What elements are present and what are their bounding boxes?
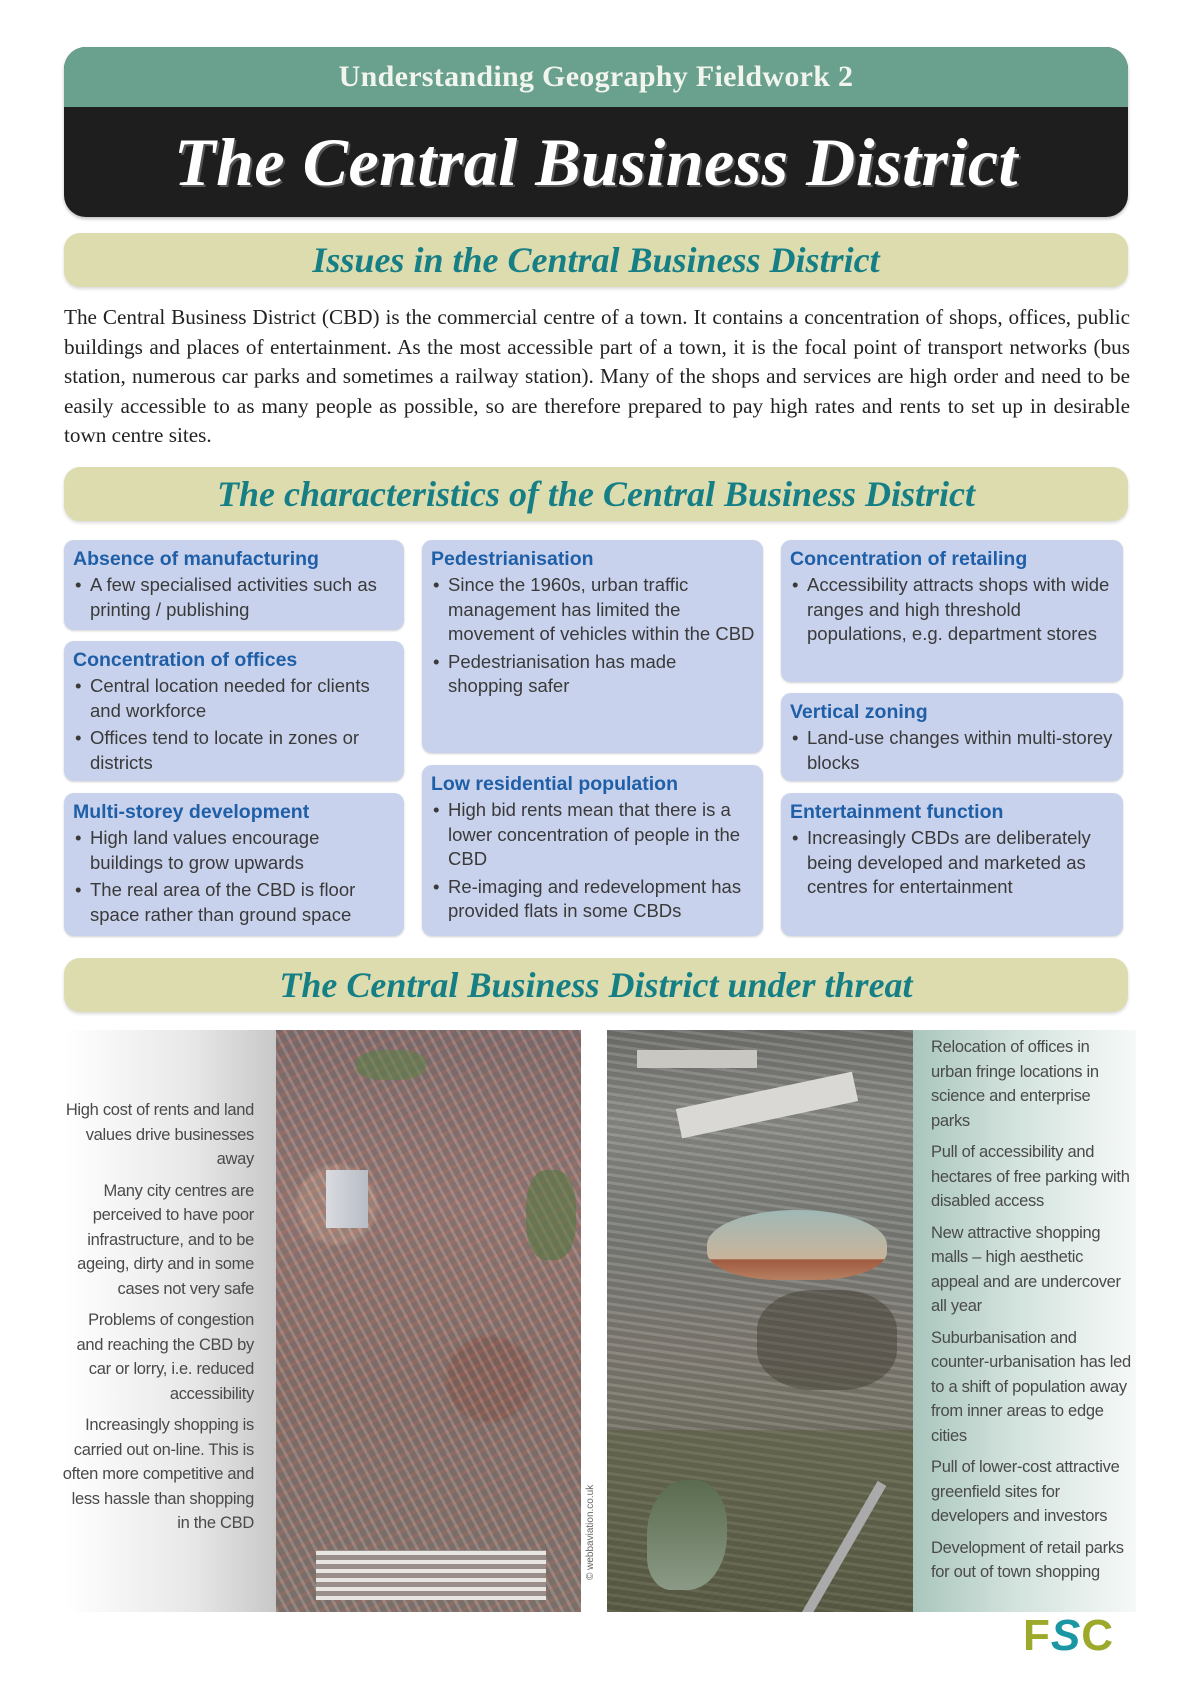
bullet-point: • Accessibility attracts shops with wide ranges and high threshold populations, e.g. department stores <box>790 573 1115 647</box>
bullet-point: • High bid rents mean that there is a lower concentration of people in the CBD <box>431 798 755 872</box>
card-low-residential-population <box>422 765 763 936</box>
bullet-point: • Re-imaging and redevelopment has provided flats in some CBDs <box>431 875 755 924</box>
bullet-point: • Increasingly CBDs are deliberately being developed and marketed as centres for entertainment <box>790 826 1115 900</box>
push-factor: High cost of rents and land values drive businesses away <box>65 1101 254 1168</box>
card-pedestrianisation <box>422 540 763 753</box>
section-title: The Central Business District under threat <box>279 965 913 1005</box>
photo-credit: © webbaviation.co.uk <box>585 1484 596 1580</box>
page-title: The Central Business District <box>174 123 1018 200</box>
card-heading: Entertainment function <box>790 801 1004 823</box>
card-points <box>431 798 755 924</box>
pull-factor: Relocation of offices in urban fringe locations in science and enterprise parks <box>931 1038 1099 1130</box>
bullet-point: • Since the 1960s, urban traffic management has limited the movement of vehicles within the CBD <box>431 573 755 647</box>
pull-factors-list <box>931 1035 1131 1592</box>
card-points <box>73 674 396 775</box>
card-points <box>790 726 1115 775</box>
section-title: The characteristics of the Central Business District <box>216 474 976 514</box>
card-heading: Vertical zoning <box>790 701 928 723</box>
series-title: Understanding Geography Fieldwork 2 <box>338 60 854 93</box>
section-title: Issues in the Central Business District <box>312 240 880 280</box>
bullet-point: • High land values encourage buildings to grow upwards <box>73 826 396 875</box>
bullet-point: • A few specialised activities such as printing / publishing <box>73 573 396 622</box>
bullet-point: • Offices tend to locate in zones or districts <box>73 726 396 775</box>
bus-station <box>316 1550 546 1600</box>
card-points <box>790 826 1115 900</box>
card-heading: Concentration of offices <box>73 649 298 671</box>
card-vertical-zoning <box>781 693 1123 781</box>
pull-factor: Development of retail parks for out of town shopping <box>931 1538 1124 1581</box>
push-factors-list <box>60 1098 254 1543</box>
section-heading-characteristics <box>64 467 1128 521</box>
bullet-point: • The real area of the CBD is floor space rather than ground space <box>73 878 396 927</box>
office-tower <box>326 1170 368 1228</box>
card-heading: Multi-storey development <box>73 801 310 823</box>
card-points <box>73 573 396 622</box>
card-heading: Low residential population <box>431 773 679 795</box>
aerial-photo-shopping-mall <box>607 1030 913 1612</box>
push-factor: Many city centres are perceived to have poor infrastructure, and to be ageing, dirty and in some cases not very safe <box>77 1181 254 1298</box>
aerial-photo-city-centre <box>276 1030 581 1612</box>
title-banner <box>64 47 1128 217</box>
card-multi-storey-development <box>64 793 404 936</box>
card-heading: Absence of manufacturing <box>73 548 319 570</box>
series-bar <box>64 47 1128 107</box>
card-absence-of-manufacturing <box>64 540 404 630</box>
card-entertainment-function <box>781 793 1123 936</box>
card-points <box>790 573 1115 647</box>
bullet-point: • Land-use changes within multi-storey blocks <box>790 726 1115 775</box>
card-concentration-of-offices <box>64 641 404 781</box>
section-heading-issues <box>64 233 1128 287</box>
card-concentration-of-retailing <box>781 540 1123 682</box>
main-title-bar <box>64 107 1128 217</box>
bullet-point: • Central location needed for clients and workforce <box>73 674 396 723</box>
section-heading-threat <box>64 958 1128 1012</box>
pull-factor: Pull of accessibility and hectares of free parking with disabled access <box>931 1143 1130 1210</box>
logo-letter-f: F <box>1023 1611 1051 1660</box>
push-factor: Problems of congestion and reaching the CBD by car or lorry, i.e. reduced accessibility <box>76 1311 254 1403</box>
logo-letter-c: C <box>1081 1611 1115 1660</box>
card-points <box>73 826 396 927</box>
fsc-logo <box>1023 1612 1133 1660</box>
pull-factor: Pull of lower-cost attractive greenfield sites for developers and investors <box>931 1458 1120 1525</box>
card-points <box>431 573 755 699</box>
card-heading: Concentration of retailing <box>790 548 1028 570</box>
pull-factor: Suburbanisation and counter-urbanisation has led to a shift of population away from inner areas to edge cities <box>931 1328 1131 1445</box>
push-factor: Increasingly shopping is carried out on-line. This is often more competitive and less hassle than shopping in the CBD <box>62 1416 254 1532</box>
pull-factor: New attractive shopping malls – high aesthetic appeal and are undercover all year <box>931 1223 1121 1315</box>
logo-letter-s: S <box>1050 1611 1082 1660</box>
bullet-point: • Pedestrianisation has made shopping safer <box>431 650 755 699</box>
intro-paragraph: The Central Business District (CBD) is the commercial centre of a town. It contains a concentration of shops, offices, public buildings and places of entertainment. As the most accessible part of a town, it is the focal point of transport networks (bus station, numerous car parks and sometimes a railway station). Many of the shops and services are high order and need to be easily accessible to as many people as possible, so are therefore prepared to pay high rates and rents to set up in desirable town centre sites. <box>64 305 1130 447</box>
card-heading: Pedestrianisation <box>431 548 594 570</box>
mall-building <box>707 1210 887 1280</box>
